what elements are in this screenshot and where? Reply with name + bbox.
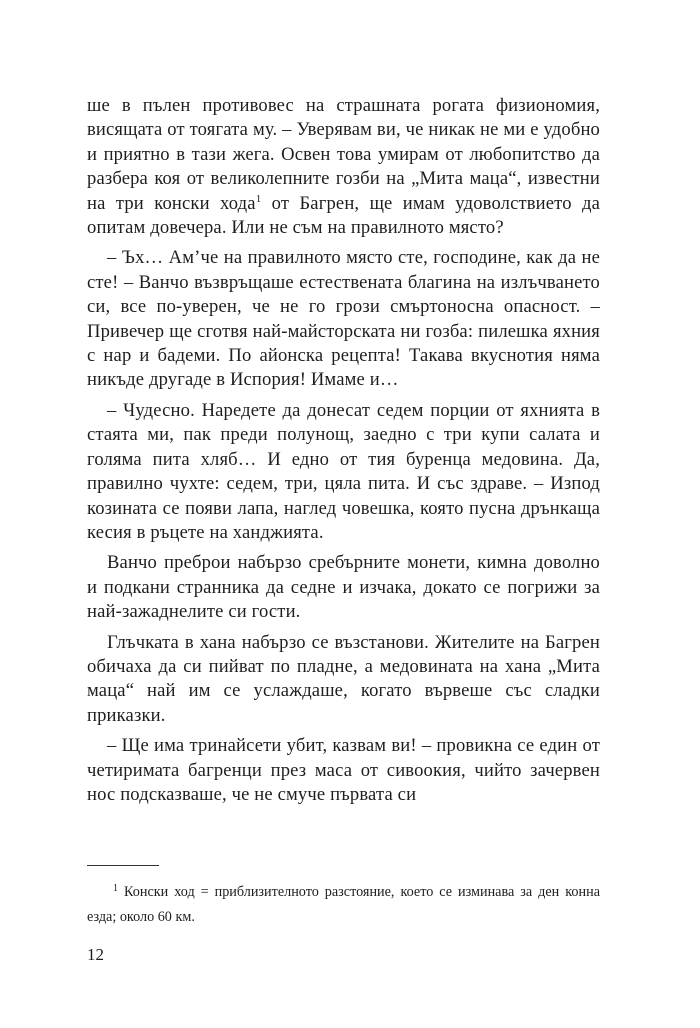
paragraph-6: – Ще има тринайсети убит, казвам ви! – провикна се един от четиримата багренци през маса от сивоокия, чийто зачервен нос подсказваше, че не смуче първата си (87, 735, 600, 805)
footnote-marker: 1 (113, 883, 118, 894)
footnote-text: Конски ход = приблизителното разстояние, което се изминава за ден конна езда; около 60 км. (87, 884, 600, 925)
paragraph-3: – Чудесно. Наредете да донесат седем порции от яхнията в стаята ми, пак преди полунощ, заедно с три купи салата и голяма пита хляб… И едно от тия буренца медовина. Да, правилно чухте: седем, три, цяла пита. И със здраве. – Изпод козината се появи лапа, наглед човешка, която пусна дрънкаща кесия в ръцете на ханджията. (87, 399, 600, 543)
page-number: 12 (87, 945, 104, 964)
paragraph-1-text-b: от Багрен, ще имам удоволствието да опитам довечера. Или не съм на правилното място? (87, 192, 600, 239)
paragraph-4: Ванчо преброи набързо сребърните монети, кимна доволно и подкани странника да седне и изчака, докато се погрижи за най-зажаднелите си гости. (87, 552, 600, 623)
paragraph-1-text-a: ше в пълен противовес на страшната рогата физиономия, висящата от тоягата му. – Уверявам ви, че никак не ми е удобно и приятно в тази жега. Освен това умирам от любопитство да разбера коя от великолепните гозби на „Мита маца“, известни на три конски хода (87, 95, 600, 214)
footnote-reference[interactable]: 1 (255, 192, 262, 205)
paragraph-5: Глъчката в хана набързо се възстанови. Жителите на Багрен обичаха да си пийват по пладне, а медовината на хана „Мита маца“ най им се услаждаше, когато вървеше със сладки приказки. (87, 631, 600, 726)
footnote (87, 880, 600, 930)
main-text (87, 94, 600, 807)
footnote-divider (87, 865, 159, 866)
paragraph-1 (87, 94, 600, 240)
paragraph-2: – Ъх… Ам’че на правилното място сте, господине, как да не сте! – Ванчо възвръщаше естествената благина на излъчването си, все по-уверен, че не го грози смъртоносна опасност. – Привечер ще сготвя най-майсторската ни гозба: пилешка яхния с нар и бадеми. По айонска рецепта! Такава вкуснотия няма никъде другаде в Испория! Имаме и… (87, 247, 600, 391)
